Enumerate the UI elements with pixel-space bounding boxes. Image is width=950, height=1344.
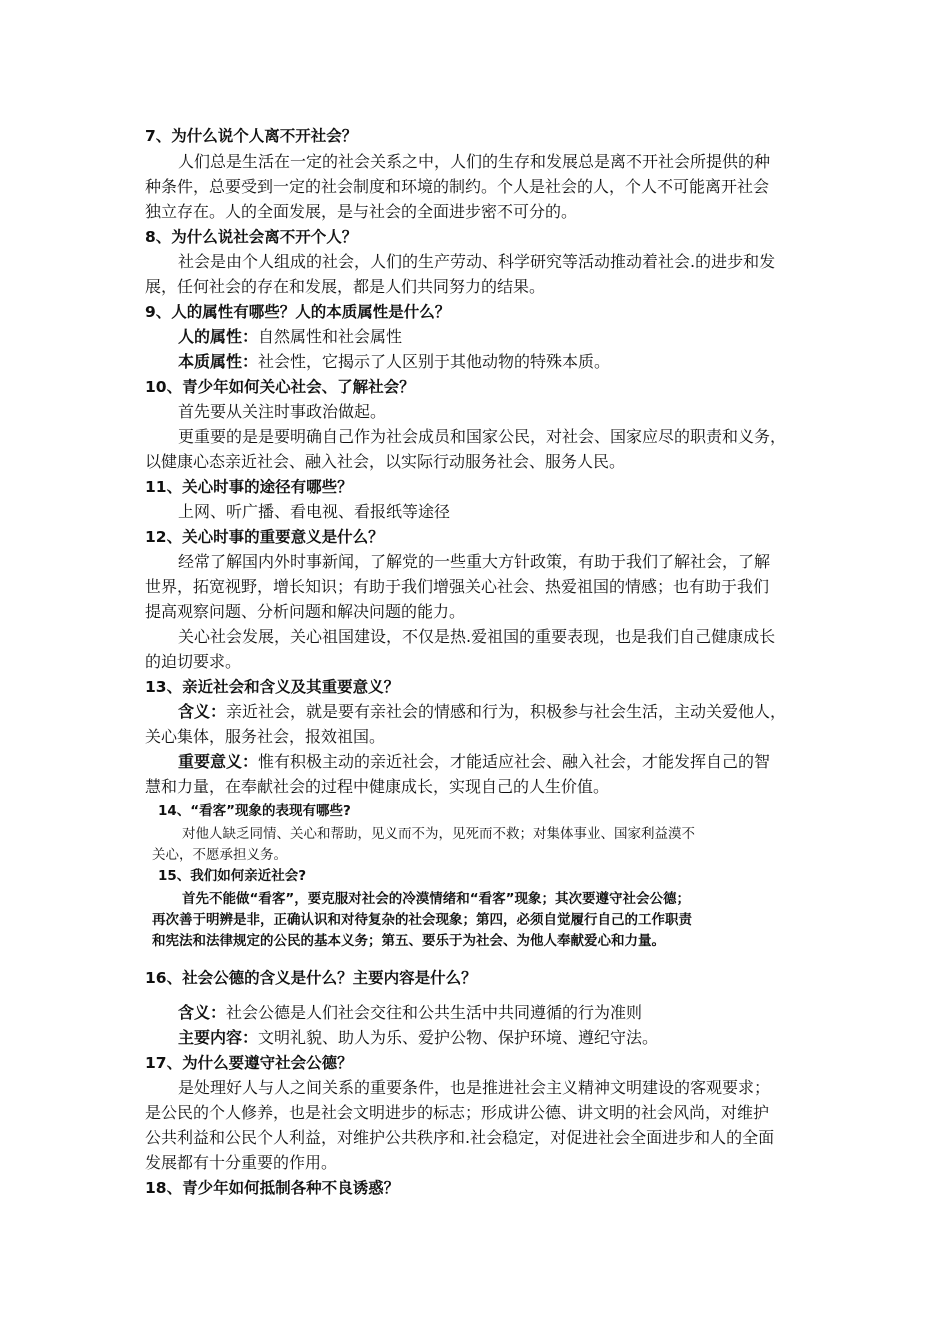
q13-meaning-label: 含义： bbox=[178, 702, 227, 721]
question-11-title: 11、关心时事的途径有哪些？ bbox=[145, 478, 353, 496]
question-17-title: 17、为什么要遵守社会公德？ bbox=[145, 1054, 353, 1072]
question-14-title: 14、“看客”现象的表现有哪些? bbox=[158, 803, 351, 819]
question-8-title: 8、为什么说社会离不开个人？ bbox=[145, 228, 358, 246]
q7-text-line: 独立存在。人的全面发展，是与社会的全面进步密不可分的。 bbox=[145, 202, 578, 221]
question-15-title: 15、我们如何亲近社会? bbox=[158, 868, 307, 884]
q11-text-line: 上网、听广播、看电视、看报纸等途径 bbox=[178, 502, 451, 521]
q12-text-line: 世界，拓宽视野，增长知识；有助于我们增强关心社会、热爱祖国的情感；也有助于我们 bbox=[145, 577, 770, 596]
question-18-title: 18、青少年如何抵制各种不良诱惑？ bbox=[145, 1179, 400, 1197]
q10-text-line: 首先要从关注时事政治做起。 bbox=[178, 402, 387, 421]
question-16-title: 16、社会公德的含义是什么？主要内容是什么？ bbox=[145, 969, 477, 987]
question-10-title: 10、青少年如何关心社会、了解社会？ bbox=[145, 378, 415, 396]
q16-meaning-line bbox=[178, 1001, 642, 1025]
q13-significance-label: 重要意义： bbox=[178, 752, 259, 771]
q12-text-line: 关心社会发展，关心祖国建设，不仅是热.爱祖国的重要表现，也是我们自己健康成长 bbox=[178, 627, 776, 646]
q17-text-line: 发展都有十分重要的作用。 bbox=[145, 1153, 338, 1172]
q13-meaning-line bbox=[178, 700, 786, 724]
q7-text-line: 种条件，总要受到一定的社会制度和环境的制约。个人是社会的人，个人不可能离开社会 bbox=[145, 177, 770, 196]
q9-essence-line bbox=[178, 350, 610, 374]
q9-attr-line bbox=[178, 325, 402, 349]
q16-content-line bbox=[178, 1026, 658, 1050]
q10-text-line: 更重要的是是要明确自己作为社会成员和国家公民，对社会、国家应尽的职责和义务， bbox=[178, 427, 787, 446]
q8-text-line: 展，任何社会的存在和发展，都是人们共同努力的结果。 bbox=[145, 277, 546, 296]
q13-significance-line bbox=[178, 750, 770, 774]
q15-text-line: 和宪法和法律规定的公民的基本义务；第五、要乐于为社会、为他人奉献爱心和力量。 bbox=[152, 933, 665, 949]
q13-meaning-text: 亲近社会，就是要有亲社会的情感和行为，积极参与社会生活，主动关爱他人， bbox=[226, 702, 787, 721]
q13-significance-text: 惟有积极主动的亲近社会，才能适应社会、融入社会，才能发挥自己的智 bbox=[258, 752, 771, 771]
q16-meaning-text: 社会公德是人们社会交往和公共生活中共同遵循的行为准则 bbox=[226, 1003, 643, 1022]
q14-text-line: 对他人缺乏同情、关心和帮助，见义而不为，见死而不救；对集体事业、国家利益漠不 bbox=[182, 826, 695, 842]
q15-text-line: 首先不能做“看客”，要克服对社会的冷漠情绪和“看客”现象；其次要遵守社会公德； bbox=[182, 891, 690, 907]
q9-attr-label: 人的属性： bbox=[178, 327, 259, 346]
q9-essence-text: 社会性，它揭示了人区别于其他动物的特殊本质。 bbox=[258, 352, 611, 371]
q8-text-line: 社会是由个人组成的社会，人们的生产劳动、科学研究等活动推动着社会.的进步和发 bbox=[178, 252, 776, 271]
q12-text-line: 提高观察问题、分析问题和解决问题的能力。 bbox=[145, 602, 466, 621]
question-13-title: 13、亲近社会和含义及其重要意义？ bbox=[145, 678, 400, 696]
q9-essence-label: 本质属性： bbox=[178, 352, 259, 371]
q12-text-line: 的迫切要求。 bbox=[145, 652, 242, 671]
question-12-title: 12、关心时事的重要意义是什么？ bbox=[145, 528, 384, 546]
q10-text-line: 以健康心态亲近社会、融入社会，以实际行动服务社会、服务人民。 bbox=[145, 452, 626, 471]
q17-text-line: 是处理好人与人之间关系的重要条件，也是推进社会主义精神文明建设的客观要求； bbox=[178, 1078, 771, 1097]
q15-text-line: 再次善于明辨是非，正确认识和对待复杂的社会现象；第四，必须自觉履行自己的工作职责 bbox=[152, 912, 692, 928]
question-9-title: 9、人的属性有哪些？人的本质属性是什么？ bbox=[145, 303, 451, 321]
q16-meaning-label: 含义： bbox=[178, 1003, 227, 1022]
q16-content-text: 文明礼貌、助人为乐、爱护公物、保护环境、遵纪守法。 bbox=[258, 1028, 659, 1047]
q14-text-line: 关心，不愿承担义务。 bbox=[152, 847, 287, 863]
question-7-title: 7、为什么说个人离不开社会？ bbox=[145, 127, 358, 145]
q17-text-line: 公共利益和公民个人利益，对维护公共秩序和.社会稳定，对促进社会全面进步和人的全面 bbox=[145, 1128, 775, 1147]
q7-text-line: 人们总是生活在一定的社会关系之中，人们的生存和发展总是离不开社会所提供的种 bbox=[178, 152, 771, 171]
q9-attr-text: 自然属性和社会属性 bbox=[258, 327, 403, 346]
q13-text-line: 关心集体，服务社会，报效祖国。 bbox=[145, 727, 386, 746]
q13-text-line: 慧和力量，在奉献社会的过程中健康成长，实现自己的人生价值。 bbox=[145, 777, 610, 796]
q12-text-line: 经常了解国内外时事新闻，了解党的一些重大方针政策，有助于我们了解社会，了解 bbox=[178, 552, 771, 571]
q16-content-label: 主要内容： bbox=[178, 1028, 259, 1047]
q17-text-line: 是公民的个人修养，也是社会文明进步的标志；形成讲公德、讲文明的社会风尚，对维护 bbox=[145, 1103, 770, 1122]
